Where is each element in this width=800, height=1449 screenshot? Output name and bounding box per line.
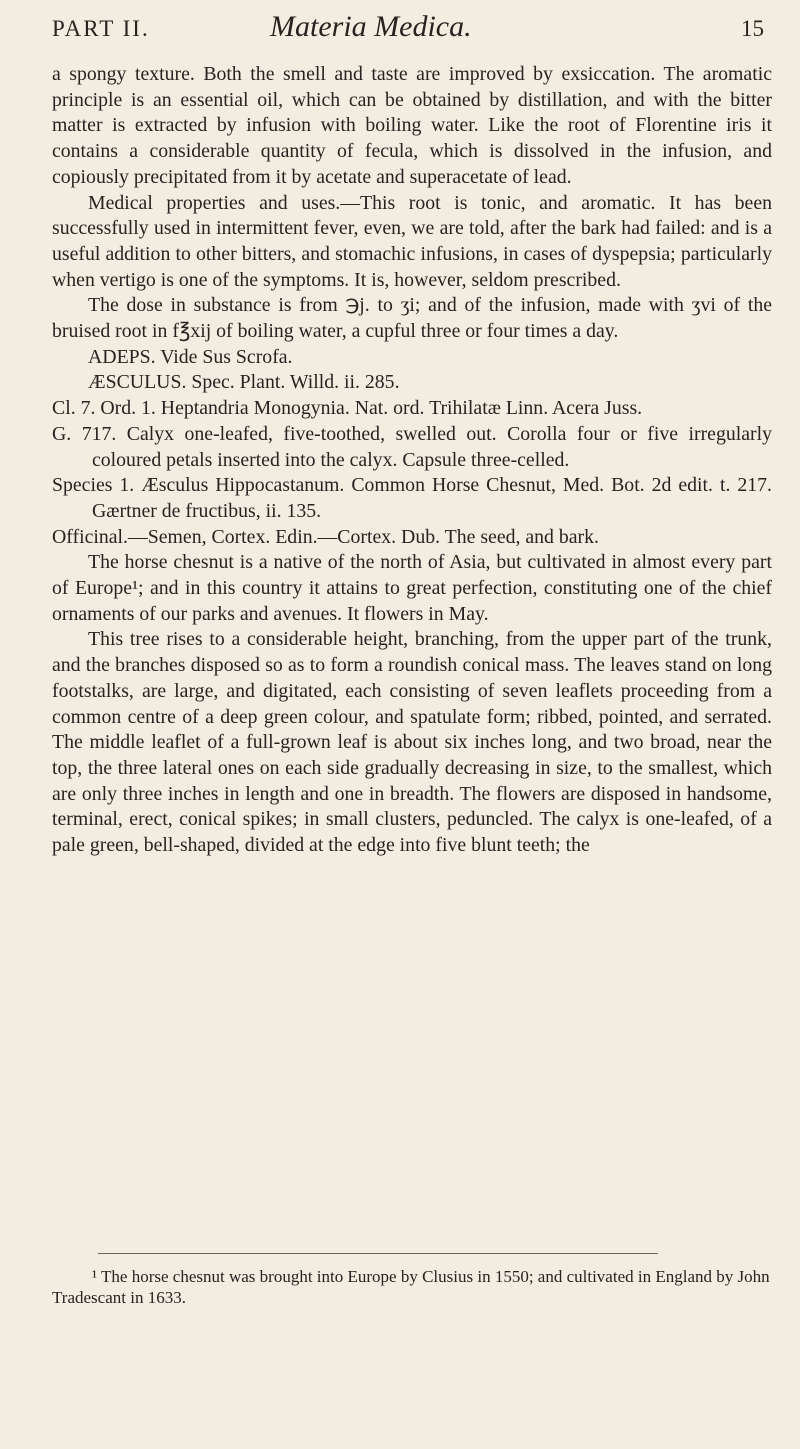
footnote-text: ¹ The horse chesnut was brought into Europe by Clusius in 1550; and cultivated in England by John Tradescant in 1633.	[52, 1267, 770, 1307]
paragraph: Medical properties and uses.—This root is tonic, and aromatic. It has been successfully used in intermittent fever, even, we are told, after the bark had failed: and is a useful addition to other bitters, and stomachic infusions, in cases of dyspepsia; particularly when vertigo is one of the symptoms. It is, however, seldom prescribed.	[52, 191, 772, 291]
paragraph: a spongy texture. Both the smell and taste are improved by exsiccation. The aromatic principle is an essential oil, which can be obtained by distillation, and with the bitter matter is extracted by infusion with boiling water. Like the root of Florentine iris it contains a considerable quantity of fecula, which is dissolved in the infusion, and copiously precipitated from it by acetate and superacetate of lead.	[52, 63, 772, 188]
footnote-divider	[98, 1253, 658, 1254]
paragraph: The horse chesnut is a native of the north of Asia, but cultivated in almost every part of Europe¹; and in this country it attains to great perfection, constituting one of the chief ornaments of our parks and avenues. It flowers in May.	[52, 551, 772, 625]
footnote	[52, 1266, 772, 1308]
paragraph: The dose in substance is from ℈j. to ʒi; and of the infusion, made with ʒvi of the bruised root in f℥xij of boiling water, a cupful three or four times a day.	[52, 294, 772, 343]
cross-reference: ADEPS. Vide Sus Scrofa.	[88, 345, 293, 368]
genus-heading: ÆSCULUS. Spec. Plant. Willd. ii. 285.	[88, 371, 400, 394]
part-label: PART II.	[52, 16, 150, 41]
genus-description: G. 717. Calyx one-leafed, five-toothed, swelled out. Corolla four or five irregularly coloured petals inserted into the calyx. Capsule three-celled.	[52, 422, 772, 471]
species-entry: Species 1. Æsculus Hippocastanum. Common Horse Chesnut, Med. Bot. 2d edit. t. 217. Gærtner de fructibus, ii. 135.	[52, 474, 772, 522]
paragraph: This tree rises to a considerable height, branching, from the upper part of the trunk, and the branches disposed so as to form a roundish conical mass. The leaves stand on long footstalks, are large, and digitated, each consisting of seven leaflets proceeding from a common centre of a deep green colour, and spatulate form; ribbed, pointed, and serrated. The middle leaflet of a full-grown leaf is about six inches long, and two broad, near the top, the three lateral ones on each side gradually decreasing in size, to the smallest, which are only three inches in length and one in breadth. The flowers are disposed in handsome, terminal, erect, conical spikes; in small clusters, peduncled. The calyx is one-leafed, of a pale green, bell-shaped, divided at the edge into five blunt teeth; the	[52, 628, 772, 857]
running-header	[52, 10, 764, 50]
classification: Cl. 7. Ord. 1. Heptandria Monogynia. Nat. ord. Trihilatæ Linn. Acera Juss.	[52, 397, 643, 420]
officinal-entry: Officinal.—Semen, Cortex. Edin.—Cortex. Dub. The seed, and bark.	[52, 525, 599, 548]
body-text	[52, 62, 772, 859]
running-title: Materia Medica.	[270, 10, 472, 43]
page-number: 15	[741, 16, 764, 41]
